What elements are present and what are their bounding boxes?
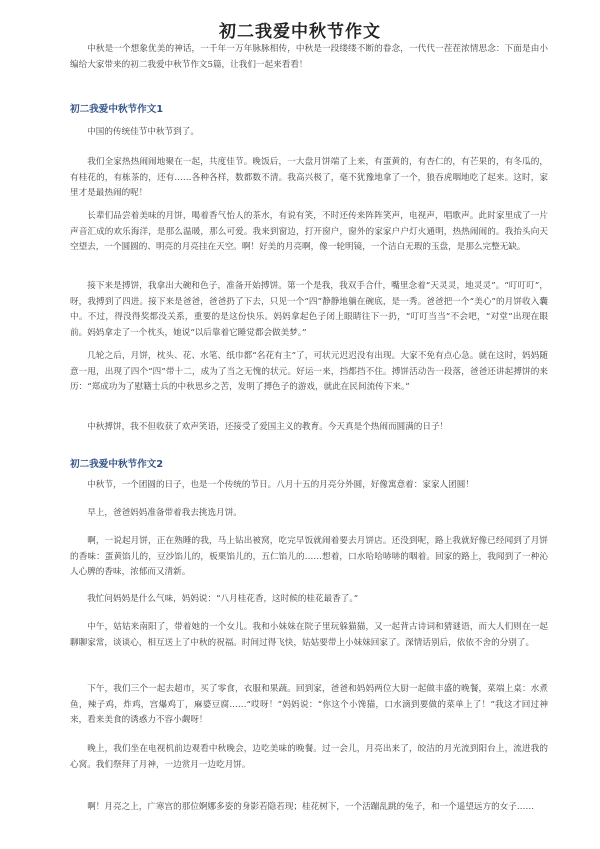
paragraph: 几轮之后，月饼，枕头、花、水笔、纸巾都“名花有主”了，可状元迟迟没有出现。大家不免有点心急。就在这时，妈妈随意一甩，出现了四个“四”带十二，成为了当之无愧的状元。好运一来，挡都挡不住。搏饼活动告一段落，爸爸还讲起搏饼的来历：“郑成功为了慰籍士兵的中秋思乡之苦，发明了搏色子的游戏，就此在民间流传下来。” xyxy=(70,351,548,392)
paragraph: 中秋搏饼，我不但收获了欢声笑语，还接受了爱国主义的教育。今天真是个热闹而圆满的日子！ xyxy=(87,422,449,432)
paragraph: 我们全家热热闹闹地聚在一起，共度佳节。晚饭后，一大盘月饼端了上来，有蛋黄的，有杏仁的，有芒果的，有冬瓜的，有桂花的，有栋茶的，还有……各种各样，数都数不清。我高兴极了，毫不犹豫地拿了一个，狼吞虎咽地吃了起来。这时，家里才是最热闹的呢！ xyxy=(70,157,548,198)
paragraph: 下午，我们三个一起去超市，买了零食，衣服和果蔬。回到家，爸爸和妈妈两位大厨一起做丰盛的晚餐，菜端上桌：水煮鱼，辣子鸡，炸鸡，宫爆鸡丁，麻婆豆腐……“哎呀！”妈妈说：“你这个小馋猫，口水滴到要做的菜单上了！”我这才回过神来，看来美食的诱惑力不容小觑呀！ xyxy=(70,684,548,725)
paragraph: 啊！月亮之上，广寒宫的那位婀娜多姿的身影若隐若现；桂花树下，一个活蹦乱跳的兔子，和一个遥望远方的女子…… xyxy=(87,802,535,812)
section-heading-1: 初二我爱中秋节作文1 xyxy=(70,104,164,115)
intro-paragraph: 中秋是一个想象优美的神话，一千年一万年脉脉相传，中秋是一段缕缕不断的眷念，一代代一茬茬浓情思念：下面是由小编给大家带来的初二我爱中秋节作文5篇，让我们一起来看看！ xyxy=(70,44,548,70)
paragraph: 长辈们品尝着美味的月饼，喝着香气怡人的茶水，有说有笑，不时还传来阵阵笑声，电视声，唱歌声。此时家里成了一片声音汇成的欢乐海洋，是那么温暖，那么可爱。我来到窗边，打开窗户，窗外的家家户户灯火通明，热热闹闹的。我抬头向天空望去，一个圆圆的、明亮的月亮挂在天空。啊！好美的月亮啊，像一轮明镜，一个洁白无瑕的玉盘，是那么完整无缺。 xyxy=(70,211,548,252)
paragraph: 接下来是搏饼，我拿出大碗和色子，准备开始搏饼。第一个是我，我双手合什，嘴里念着“天灵灵，地灵灵”。“叮叮叮”，呀，我搏到了四进。接下来是爸爸，爸爸扔了下去，只见一个“四”静静地躺在碗底，是一秀。爸爸把一个“美心”的月饼收入囊中。不过，得没得奖都没关系，重要的是这份快乐。妈妈拿起色子闭上眼睛往下一扔，“叮叮当当”不会吧，“对堂”出现在眼前。妈妈拿走了一个枕头，她说“以后靠着它睡觉都会做美梦。” xyxy=(70,281,548,338)
paragraph: 中秋节，一个团圆的日子，也是一个传统的节日。八月十五的月亮分外圆，好像寓意着：家家人团圆！ xyxy=(87,480,474,490)
paragraph: 我忙问妈妈是什么气味，妈妈说：“八月桂花香，这时候的桂花最香了。” xyxy=(87,594,359,604)
page-title: 初二我爱中秋节作文 xyxy=(219,22,381,42)
paragraph: 中国的传统佳节中秋节到了。 xyxy=(87,127,199,137)
paragraph: 中午，姑姑来南阳了，带着她的一个女儿。我和小妹妹在院子里玩躲猫猫，又一起背古诗词和猜谜语，而大人们则在一起聊聊家常，谈谈心，相互送上了中秋的祝福。时间过得飞快，姑姑要带上小妹妹回家了。深情话别后，依依不舍的分别了。 xyxy=(70,622,548,648)
section-heading-2: 初二我爱中秋节作文2 xyxy=(70,459,164,470)
paragraph: 早上，爸爸妈妈准备带着我去挑选月饼。 xyxy=(87,508,242,518)
paragraph: 啊，一说起月饼，正在熟睡的我，马上钻出被窝，吃完早饭就闹着要去月饼店。还没到呢，路上我就好像已经闻到了月饼的香味：蛋黄馅儿的，豆沙馅儿的，板栗馅儿的，五仁馅儿的……想着，口水哈哈哧哧的咽着。回家的路上，我闻到了一种沁人心脾的香味，浓郁而又清新。 xyxy=(70,536,548,577)
paragraph: 晚上，我们坐在电视机前边观看中秋晚会，边吃美味的晚餐。过一会儿，月亮出来了，皎洁的月光流到阳台上，流进我的心窝。我们祭拜了月神，一边赏月一边吃月饼。 xyxy=(70,744,548,770)
